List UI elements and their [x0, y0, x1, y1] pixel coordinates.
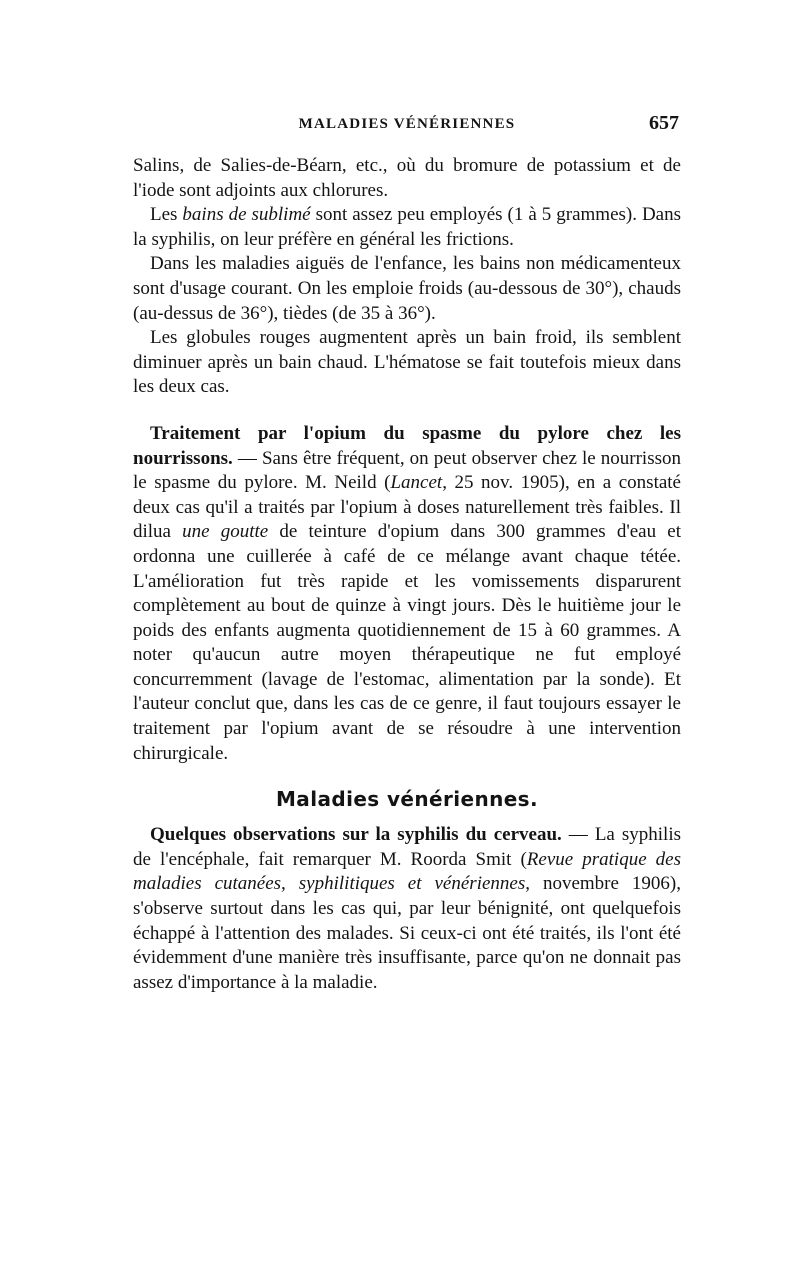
page-number: 657	[649, 112, 679, 134]
text-run: , 25 nov. 1905), en a constaté deux cas qu'il a traités par l'opium à doses naturellement très faibles. Il dilua	[133, 472, 681, 543]
article-syphilis-cerveau	[133, 823, 681, 995]
italic-term: une goutte	[182, 521, 269, 543]
text-run: Les	[150, 204, 183, 226]
text-run: de teinture d'opium dans 300 grammes d'eau et ordonna une cuillerée à café de ce mélange avant chaque tétée. L'amélioration fut très rapide et les vomissements disparurent complètement au bout de quinze à vingt jours. Dès le huitième jour le poids des enfants augmenta quotidiennement de 15 à 60 grammes. A noter qu'aucun autre moyen thérapeutique ne fut employé concurremment (lavage de l'estomac, alimentation par la sonde). Et l'auteur conclut que, dans les cas de ce genre, il faut toujours essayer le traitement par l'opium avant de se résoudre à une intervention chirurgicale.	[133, 521, 681, 764]
article-title: Traitement par l'opium du spasme du pylore chez les nourrissons.	[133, 422, 681, 469]
article-title: Quelques observations sur la syphilis du cerveau.	[150, 824, 562, 846]
journal-citation: Revue pratique des maladies cutanées, syphilitiques et vénériennes	[133, 848, 681, 895]
page-body	[133, 154, 681, 995]
article-opium-spasme-pylore	[133, 422, 681, 766]
paragraph-globules-rouges: Les globules rouges augmentent après un bain froid, ils semblent diminuer après un bain chaud. L'hématose se fait toutefois mieux dans les deux cas.	[133, 327, 681, 398]
running-title: MALADIES VÉNÉRIENNES	[298, 116, 516, 132]
text-run: — Sans être fréquent, on peut observer chez le nourrisson le spasme du pylore. M. Neild (	[133, 447, 681, 494]
text-run: sont assez peu employés (1 à 5 grammes). Dans la syphilis, on leur préfère en général les frictions.	[133, 204, 681, 250]
section-heading: Maladies vénériennes.	[276, 787, 538, 812]
paragraph-continuation: Salins, de Salies-de-Béarn, etc., où du bromure de potassium et de l'iode sont adjoints aux chlorures.	[133, 155, 681, 201]
journal-citation: Lancet	[390, 472, 443, 494]
paragraph-bains-sublime	[133, 203, 681, 252]
paragraph-maladies-aigues: Dans les maladies aiguës de l'enfance, les bains non médicamenteux sont d'usage courant. On les emploie froids (au-dessous de 30°), chauds (au-dessus de 36°), tièdes (de 35 à 36°).	[133, 253, 681, 324]
text-run: — La syphilis de l'encéphale, fait remarquer M. Roorda Smit (	[133, 824, 681, 870]
italic-term: bains de sublimé	[182, 204, 311, 226]
running-head	[133, 112, 681, 140]
text-run: , novembre 1906), s'observe surtout dans les cas qui, par leur bénignité, ont quelquefois échappé à l'attention des malades. Si ceux-ci ont été traités, ils l'ont été évidemment d'une manière très insuffisante, parce qu'on ne donnait pas assez d'importance à la maladie.	[133, 873, 681, 993]
